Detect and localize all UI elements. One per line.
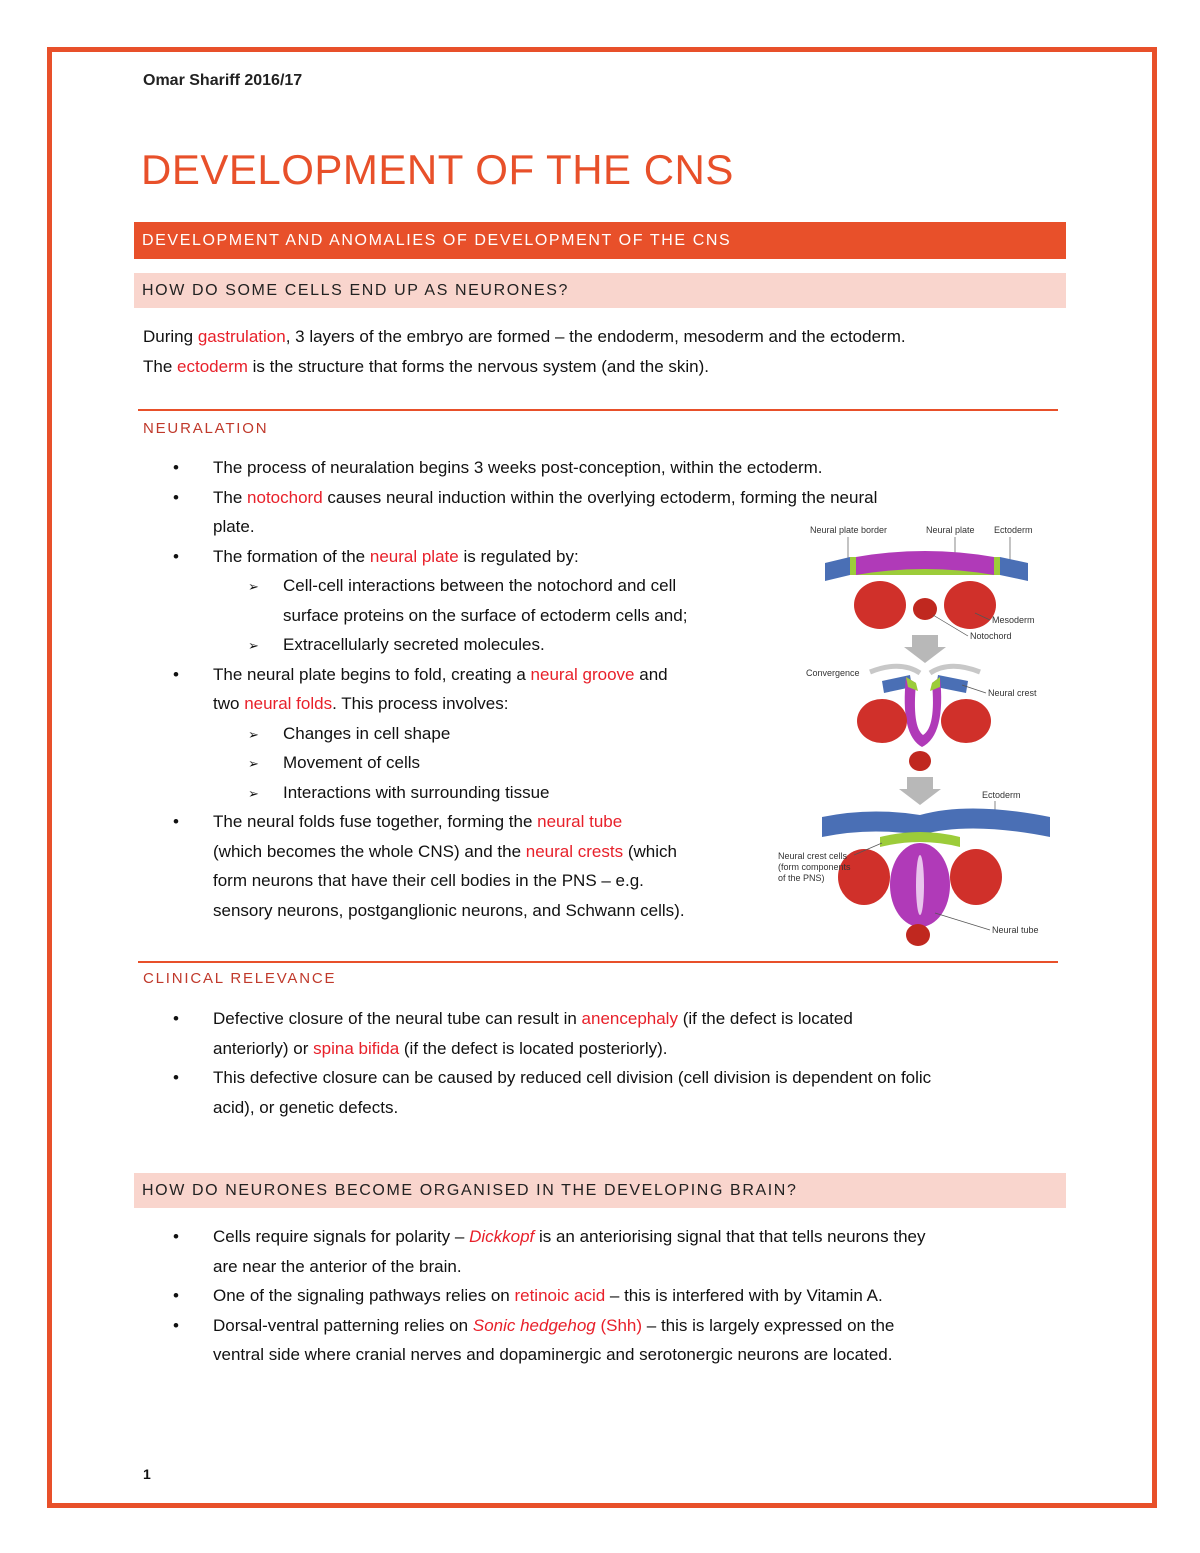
arrow-down-icon bbox=[904, 635, 946, 663]
sub-list-item: ➢ Changes in cell shape bbox=[143, 719, 1063, 749]
label-ectoderm-bottom: Ectoderm bbox=[982, 790, 1021, 800]
sub-list-item: ➢ Cell-cell interactions between the notochord and cell surface proteins on the surface of ectoderm cells and; bbox=[143, 571, 1063, 630]
sub-list-item: ➢ Extracellularly secreted molecules. bbox=[143, 630, 1063, 660]
section-band: DEVELOPMENT AND ANOMALIES OF DEVELOPMENT OF THE CNS bbox=[134, 222, 1066, 259]
convergence-arrow-icon bbox=[870, 666, 920, 673]
page-title: DEVELOPMENT OF THE CNS bbox=[141, 146, 734, 193]
list-item: • Dorsal-ventral patterning relies on Sonic hedgehog (Shh) – this is largely expressed on the ventral side where cranial nerves and dopaminergic and serotonergic neurons are located. bbox=[143, 1311, 1063, 1370]
term-spina-bifida: spina bifida bbox=[313, 1038, 400, 1058]
list-item: • One of the signaling pathways relies on retinoic acid – this is interfered with by Vitamin A. bbox=[143, 1281, 1063, 1311]
term-neural-tube: neural tube bbox=[537, 812, 623, 831]
term-neural-groove: neural groove bbox=[530, 664, 635, 684]
list-item: • The formation of the neural plate is regulated by: ➢ Cell-cell interactions between the notochord and cell surface proteins on the surface of ectoderm cells and; ➢ Extracellularly secreted molecules. bbox=[143, 542, 1063, 660]
section-divider bbox=[138, 961, 1058, 963]
ectoderm-layer bbox=[822, 808, 1050, 837]
paragraph-gastrulation: During gastrulation, 3 layers of the embryo are formed – the endoderm, mesoderm and the ectoderm. The ectoderm is the structure that forms the nervous system (and the skin). bbox=[143, 327, 906, 376]
list-item: • Cells require signals for polarity – Dickkopf is an anteriorising signal that that tells neurons they are near the anterior of the brain. bbox=[143, 1222, 1063, 1281]
subheading-neuralation: NEURALATION bbox=[143, 420, 269, 437]
label-neural-plate-border: Neural plate border bbox=[810, 525, 888, 535]
label-notochord: Notochord bbox=[970, 631, 1012, 641]
subheading-clinical: CLINICAL RELEVANCE bbox=[143, 970, 337, 987]
arrow-down-icon bbox=[899, 777, 941, 805]
term-ectoderm: ectoderm bbox=[177, 356, 248, 376]
term-notochord: notochord bbox=[247, 487, 323, 507]
label-crest-cells-2: (form components bbox=[778, 862, 851, 872]
term-shh: (Shh) bbox=[595, 1315, 643, 1335]
sub-list-item: ➢ Movement of cells bbox=[143, 748, 1063, 778]
list-item: • The neural folds fuse together, forming the neural tube (which becomes the whole CNS) and the neural crests (which form neurons that have their cell bodies in the PNS – e.g. sensory neurons, postganglionic neurons, and Schwann cells). bbox=[143, 807, 1063, 925]
question-heading-1: HOW DO SOME CELLS END UP AS NEURONES? bbox=[134, 273, 1066, 308]
list-item: • The neural plate begins to fold, creating a neural groove and two neural folds. This process involves: ➢ Changes in cell shape ➢ Movement of cells ➢ Interactions with surrounding tissue bbox=[143, 660, 1063, 808]
term-retinoic-acid: retinoic acid bbox=[514, 1286, 606, 1305]
notochord bbox=[913, 598, 937, 620]
label-mesoderm: Mesoderm bbox=[992, 615, 1035, 625]
list-item: • Defective closure of the neural tube can result in anencephaly (if the defect is located anteriorly) or spina bifida (if the defect is located posteriorly). bbox=[143, 1004, 1063, 1063]
term-neural-crests: neural crests bbox=[525, 841, 624, 861]
label-ectoderm-top: Ectoderm bbox=[994, 525, 1033, 535]
list-item: • This defective closure can be caused by reduced cell division (cell division is dependent on folic acid), or genetic defects. bbox=[143, 1063, 1063, 1122]
section-divider bbox=[138, 409, 1058, 411]
label-convergence: Convergence bbox=[806, 668, 860, 678]
header-author: Omar Shariff 2016/17 bbox=[143, 72, 303, 89]
label-crest-cells-3: of the PNS) bbox=[778, 873, 825, 883]
term-neural-folds: neural folds bbox=[244, 694, 333, 713]
list-item: • The notochord causes neural induction within the overlying ectoderm, forming the neural plate. bbox=[143, 483, 1063, 542]
page-number: 1 bbox=[143, 1466, 151, 1482]
list-item: • The process of neuralation begins 3 weeks post-conception, within the ectoderm. bbox=[143, 453, 1063, 483]
label-neural-tube: Neural tube bbox=[992, 925, 1039, 935]
term-dickkopf: Dickkopf bbox=[469, 1227, 535, 1246]
term-gastrulation: gastrulation bbox=[197, 327, 286, 346]
mesoderm-right bbox=[944, 581, 996, 629]
label-neural-plate: Neural plate bbox=[926, 525, 975, 535]
term-neural-plate: neural plate bbox=[369, 546, 459, 566]
neurulation-diagram bbox=[770, 515, 1060, 955]
term-anencephaly: anencephaly bbox=[581, 1009, 678, 1028]
label-neural-crest: Neural crest bbox=[988, 688, 1037, 698]
sub-list-item: ➢ Interactions with surrounding tissue bbox=[143, 778, 1063, 808]
question-heading-2: HOW DO NEURONES BECOME ORGANISED IN THE DEVELOPING BRAIN? bbox=[134, 1173, 1066, 1208]
label-crest-cells-1: Neural crest cells bbox=[778, 851, 848, 861]
term-sonic-hedgehog: Sonic hedgehog bbox=[472, 1315, 596, 1335]
clinical-list bbox=[143, 1004, 1063, 1122]
organisation-list bbox=[143, 1222, 1063, 1370]
mesoderm-left bbox=[854, 581, 906, 629]
